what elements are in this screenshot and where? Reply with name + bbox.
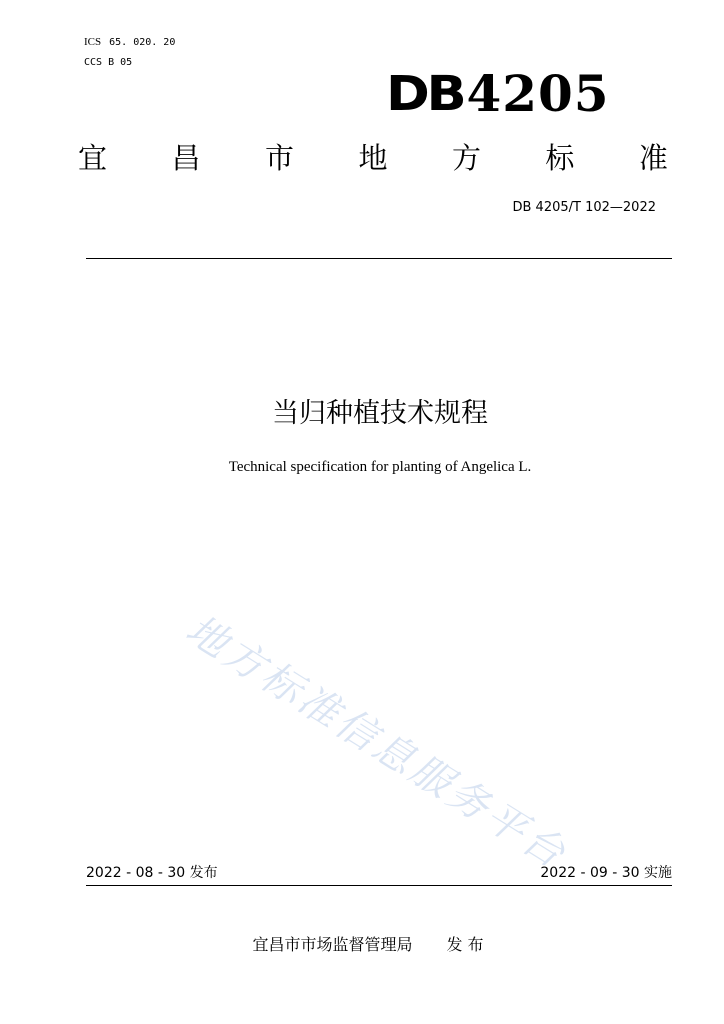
ics-label: ICS [84, 36, 102, 48]
standard-mark-logo [386, 64, 610, 123]
standard-type-char: 昌 [171, 141, 201, 175]
db-region-code: 4205 [466, 64, 610, 123]
standard-type-char: 地 [358, 141, 388, 175]
document-title-chinese: 当归种植技术规程 [272, 398, 488, 429]
ics-code: 65. 020. 20 [109, 37, 176, 48]
db-letters: DB [386, 66, 464, 122]
standard-number: DB 4205/T 102—2022 [512, 200, 656, 215]
standard-type-char: 市 [264, 141, 294, 175]
watermark: 地方标准信息服务平台 [177, 606, 576, 879]
issue-date: 2022 - 08 - 30 发布 [86, 865, 218, 881]
issuer-name: 宜昌市市场监督管理局 [252, 935, 413, 954]
standard-type-char: 方 [451, 141, 481, 175]
ics-classification [84, 36, 175, 49]
bottom-divider [86, 885, 672, 886]
standard-type-char: 宜 [78, 141, 108, 175]
standard-type-char: 准 [638, 141, 668, 175]
ccs-classification: CCS B 05 [84, 57, 133, 68]
top-divider [86, 258, 672, 259]
issuer-action: 发 布 [446, 935, 484, 954]
standard-type-heading [78, 138, 668, 178]
standard-type-char: 标 [545, 141, 575, 175]
implementation-date: 2022 - 09 - 30 实施 [540, 865, 672, 881]
document-title-english: Technical specification for planting of Angelica L. [228, 459, 532, 475]
issuer-line [0, 934, 724, 956]
